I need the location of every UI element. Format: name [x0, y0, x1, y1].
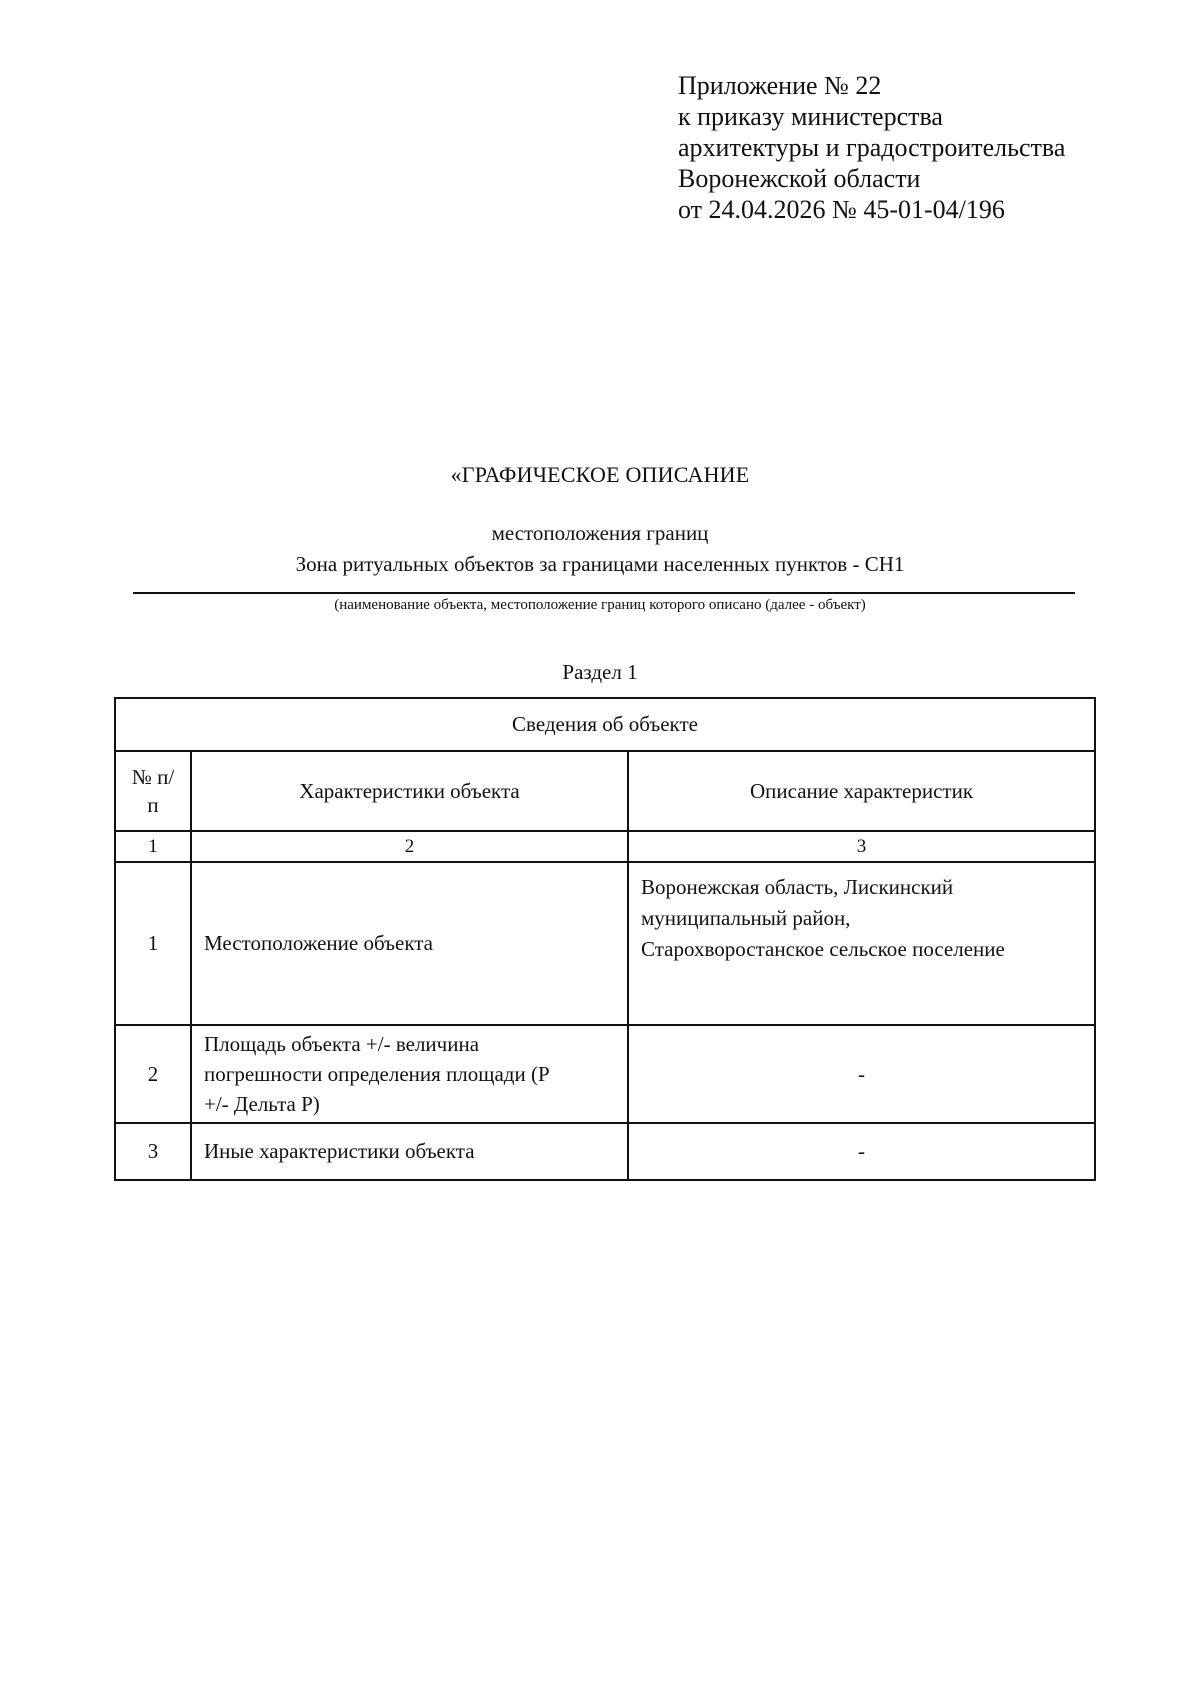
- document-title: «ГРАФИЧЕСКОЕ ОПИСАНИЕ: [450, 462, 750, 487]
- row-number: 2: [115, 1025, 191, 1123]
- object-name-caption: (наименование объекта, местоположение границ которого описано (далее - объект): [334, 597, 866, 613]
- table-row: [115, 862, 1095, 1025]
- row-description: [628, 862, 1095, 1025]
- row-characteristic: [191, 1025, 628, 1123]
- table-caption: Сведения об объекте: [115, 698, 1095, 751]
- characteristic-line: Площадь объекта +/- величина: [204, 1032, 480, 1056]
- table-header-row: [115, 751, 1095, 831]
- table-row: [115, 1123, 1095, 1180]
- header-num: № п/п: [115, 751, 191, 831]
- appendix-line: Воронежской области: [678, 164, 921, 193]
- description-line: Воронежская область, Лискинский: [641, 875, 954, 899]
- header-description: Описание характеристик: [628, 751, 1095, 831]
- row-description: -: [628, 1025, 1095, 1123]
- characteristic-line: погрешности определения площади (P: [204, 1062, 550, 1086]
- table-row: [115, 1025, 1095, 1123]
- column-number: 3: [628, 831, 1095, 862]
- appendix-line: к приказу министерства: [678, 102, 943, 131]
- section-label: Раздел 1: [562, 660, 638, 684]
- description-line: муниципальный район,: [641, 906, 851, 930]
- appendix-block: [678, 70, 1065, 225]
- characteristic-line: +/- Дельта P): [204, 1092, 320, 1116]
- column-number: 1: [115, 831, 191, 862]
- row-number: 3: [115, 1123, 191, 1180]
- object-name: Зона ритуальных объектов за границами населенных пунктов - СН1: [295, 552, 905, 576]
- row-characteristic: Иные характеристики объекта: [191, 1123, 628, 1180]
- object-info-table: [114, 697, 1096, 1181]
- row-number: 1: [115, 862, 191, 1025]
- appendix-line: архитектуры и градостроительства: [678, 133, 1066, 162]
- header-characteristic: Характеристики объекта: [191, 751, 628, 831]
- row-characteristic: Местоположение объекта: [191, 862, 628, 1025]
- appendix-line: Приложение № 22: [678, 71, 882, 100]
- subtitle-line: местоположения границ: [491, 521, 709, 545]
- column-number: 2: [191, 831, 628, 862]
- document-subtitle: [0, 518, 1200, 580]
- table-caption-row: [115, 698, 1095, 751]
- appendix-line: от 24.04.2026 № 45-01-04/196: [678, 195, 1005, 224]
- object-name-underline: [133, 592, 1075, 594]
- column-number-row: [115, 831, 1095, 862]
- row-description: -: [628, 1123, 1095, 1180]
- description-line: Старохворостанское сельское поселение: [641, 937, 1005, 961]
